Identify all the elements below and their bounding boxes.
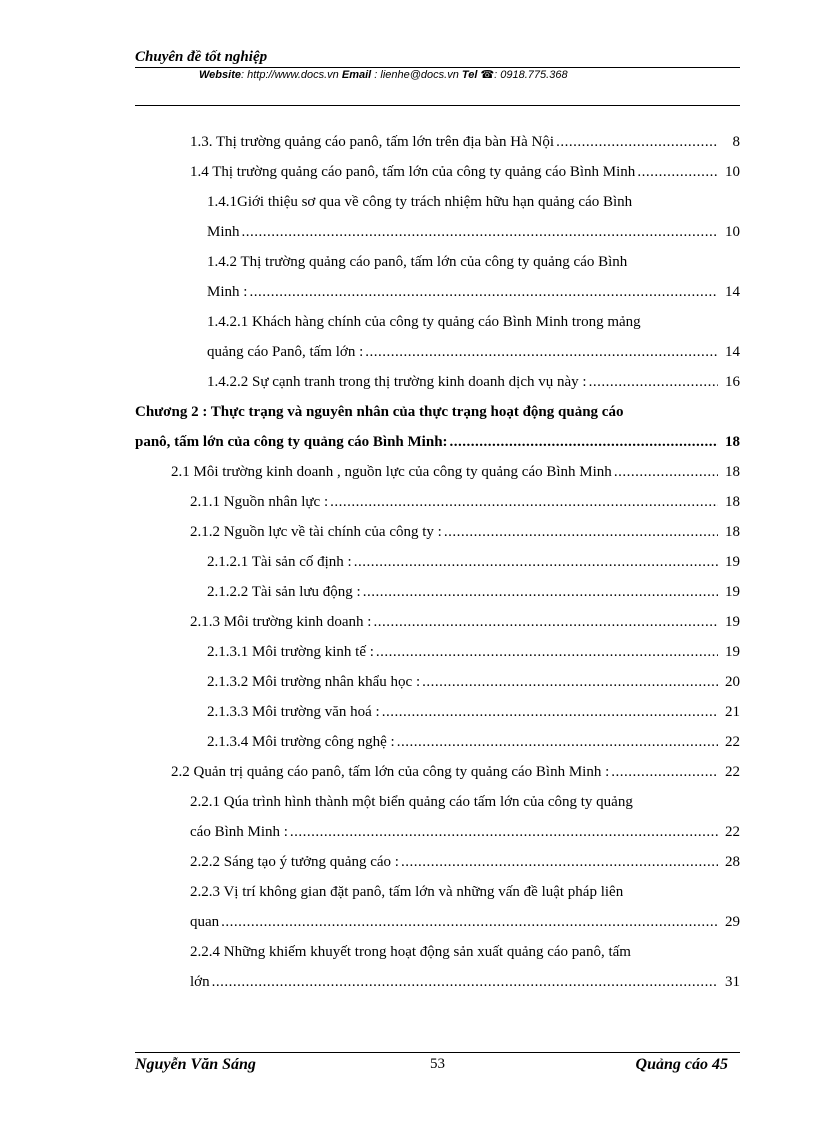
toc-page-number: 18 xyxy=(725,434,740,450)
toc-page-number: 22 xyxy=(725,824,740,840)
toc-entry-title: 1.4.2 Thị trường quảng cáo panô, tấm lớn của công ty quảng cáo Bình xyxy=(207,254,628,270)
page-header xyxy=(135,48,740,106)
toc-leader-dots xyxy=(242,217,718,247)
toc-entry[interactable] xyxy=(135,877,740,937)
toc-entry[interactable] xyxy=(135,607,740,637)
toc-entry-title: quảng cáo Panô, tấm lớn : xyxy=(207,344,364,360)
toc-leader-dots xyxy=(611,757,718,787)
toc-leader-dots xyxy=(637,157,718,187)
toc-page-number: 18 xyxy=(725,494,740,510)
toc-leader-dots xyxy=(373,607,718,637)
toc-entry-title: 2.1.3 Môi trường kinh doanh : xyxy=(190,614,372,630)
toc-leader-dots xyxy=(397,727,718,757)
toc-entry-title: 2.2.1 Qúa trình hình thành một biển quảng cáo tấm lớn của công ty quảng xyxy=(190,794,633,810)
toc-entry[interactable] xyxy=(135,937,740,997)
email-label: Email xyxy=(341,69,372,81)
toc-entry-title: 2.2.2 Sáng tạo ý tưởng quảng cáo : xyxy=(190,854,399,870)
toc-entry[interactable] xyxy=(135,757,740,787)
website-label: Website xyxy=(199,69,241,81)
toc-page-number: 10 xyxy=(725,164,740,180)
toc-page-number: 28 xyxy=(725,854,740,870)
toc-entry[interactable] xyxy=(135,367,740,397)
toc-entry-title: 2.1 Môi trường kinh doanh , nguồn lực của công ty quảng cáo Bình Minh xyxy=(171,464,612,480)
toc-leader-dots xyxy=(290,817,718,847)
toc-entry[interactable] xyxy=(135,697,740,727)
toc-page-number: 21 xyxy=(725,704,740,720)
toc-leader-dots xyxy=(376,637,718,667)
toc-entry[interactable] xyxy=(135,127,740,157)
toc-leader-dots xyxy=(330,487,718,517)
toc-page-number: 8 xyxy=(732,134,740,150)
toc-entry-title: cáo Bình Minh : xyxy=(190,824,288,840)
toc-page-number: 10 xyxy=(725,224,740,240)
toc-page-number: 18 xyxy=(725,524,740,540)
toc-entry-title: 2.2.3 Vị trí không gian đặt panô, tấm lớn và những vấn đề luật pháp liên xyxy=(190,884,624,900)
footer-page-number: 53 xyxy=(430,1056,445,1072)
toc-leader-dots xyxy=(450,427,718,457)
toc-entry-title: quan xyxy=(190,914,220,930)
toc-page-number: 22 xyxy=(725,764,740,780)
toc-entry[interactable] xyxy=(135,577,740,607)
table-of-contents xyxy=(135,127,740,997)
toc-leader-dots xyxy=(382,697,718,727)
toc-page-number: 19 xyxy=(725,554,740,570)
toc-entry-title: 1.4 Thị trường quảng cáo panô, tấm lớn của công ty quảng cáo Bình Minh xyxy=(190,164,636,180)
toc-entry[interactable] xyxy=(135,457,740,487)
toc-entry[interactable] xyxy=(135,247,740,307)
toc-entry-title: 2.1.3.2 Môi trường nhân khẩu học : xyxy=(207,674,421,690)
toc-entry-title: 2.1.3.3 Môi trường văn hoá : xyxy=(207,704,380,720)
toc-leader-dots xyxy=(444,517,718,547)
toc-entry[interactable] xyxy=(135,157,740,187)
toc-entry-title: 2.1.3.4 Môi trường công nghệ : xyxy=(207,734,395,750)
toc-page-number: 14 xyxy=(725,344,740,360)
toc-page-number: 14 xyxy=(725,284,740,300)
toc-entry-title: 2.1.2 Nguồn lực về tài chính của công ty : xyxy=(190,524,442,540)
toc-leader-dots xyxy=(212,967,718,997)
toc-entry[interactable] xyxy=(135,637,740,667)
toc-entry-title: Minh : xyxy=(207,284,248,300)
tel-label: Tel xyxy=(461,69,478,81)
toc-entry[interactable] xyxy=(135,307,740,367)
toc-entry[interactable] xyxy=(135,727,740,757)
toc-page-number: 19 xyxy=(725,584,740,600)
footer-author: Nguyễn Văn Sáng xyxy=(135,1056,256,1073)
toc-leader-dots xyxy=(221,907,718,937)
toc-page-number: 19 xyxy=(725,614,740,630)
toc-leader-dots xyxy=(249,277,718,307)
header-contact-line xyxy=(135,68,740,82)
footer-course: Quảng cáo 45 xyxy=(635,1056,728,1073)
toc-entry-title: 1.4.2.1 Khách hàng chính của công ty quảng cáo Bình Minh trong mảng xyxy=(207,314,641,330)
toc-entry-title: 2.2 Quản trị quảng cáo panô, tấm lớn của công ty quảng cáo Bình Minh : xyxy=(171,764,610,780)
toc-leader-dots xyxy=(363,577,718,607)
toc-entry[interactable] xyxy=(135,187,740,247)
toc-page-number: 19 xyxy=(725,644,740,660)
tel-value: : 0918.775.368 xyxy=(494,69,568,81)
document-title: Chuyên đề tốt nghiệp xyxy=(135,49,268,65)
toc-entry-title: lớn xyxy=(190,974,210,990)
toc-entry-title: 2.1.2.1 Tài sản cố định : xyxy=(207,554,352,570)
toc-page-number: 31 xyxy=(725,974,740,990)
toc-entry-title: 2.1.1 Nguồn nhân lực : xyxy=(190,494,329,510)
toc-entry-title: 2.1.3.1 Môi trường kinh tế : xyxy=(207,644,374,660)
toc-page-number: 16 xyxy=(725,374,740,390)
toc-entry-title: Minh xyxy=(207,224,240,240)
toc-entry[interactable] xyxy=(135,787,740,847)
email-value: : lienhe@docs.vn xyxy=(374,69,459,81)
toc-entry-title: 1.3. Thị trường quảng cáo panô, tấm lớn trên địa bàn Hà Nội xyxy=(190,134,555,150)
page-footer xyxy=(135,1052,740,1077)
toc-entry-title: panô, tấm lớn của công ty quảng cáo Bình Minh: xyxy=(135,434,448,450)
toc-entry[interactable] xyxy=(135,667,740,697)
toc-leader-dots xyxy=(401,847,718,877)
toc-entry-title: 1.4.1Giới thiệu sơ qua về công ty trách nhiệm hữu hạn quảng cáo Bình xyxy=(207,194,633,210)
toc-page-number: 22 xyxy=(725,734,740,750)
toc-chapter-heading[interactable] xyxy=(135,397,740,457)
header-bottom-divider xyxy=(135,105,740,106)
toc-entry-title: 1.4.2.2 Sự cạnh tranh trong thị trường kinh doanh dịch vụ này : xyxy=(207,374,587,390)
toc-entry-title: 2.1.2.2 Tài sản lưu động : xyxy=(207,584,361,600)
telephone-icon: ☎ xyxy=(480,69,495,81)
toc-entry[interactable] xyxy=(135,517,740,547)
website-value: : http://www.docs.vn xyxy=(240,69,339,81)
toc-leader-dots xyxy=(614,457,718,487)
toc-leader-dots xyxy=(365,337,718,367)
toc-page-number: 18 xyxy=(725,464,740,480)
toc-leader-dots xyxy=(422,667,718,697)
toc-page-number: 29 xyxy=(725,914,740,930)
toc-entry[interactable] xyxy=(135,847,740,877)
toc-leader-dots xyxy=(589,367,718,397)
toc-entry[interactable] xyxy=(135,487,740,517)
toc-entry-title: 2.2.4 Những khiếm khuyết trong hoạt động sản xuất quảng cáo panô, tấm xyxy=(190,944,631,960)
toc-page-number: 20 xyxy=(725,674,740,690)
toc-entry-title: Chương 2 : Thực trạng và nguyên nhân của thực trạng hoạt động quảng cáo xyxy=(135,404,624,420)
toc-leader-dots xyxy=(354,547,718,577)
toc-leader-dots xyxy=(556,127,718,157)
toc-entry[interactable] xyxy=(135,547,740,577)
